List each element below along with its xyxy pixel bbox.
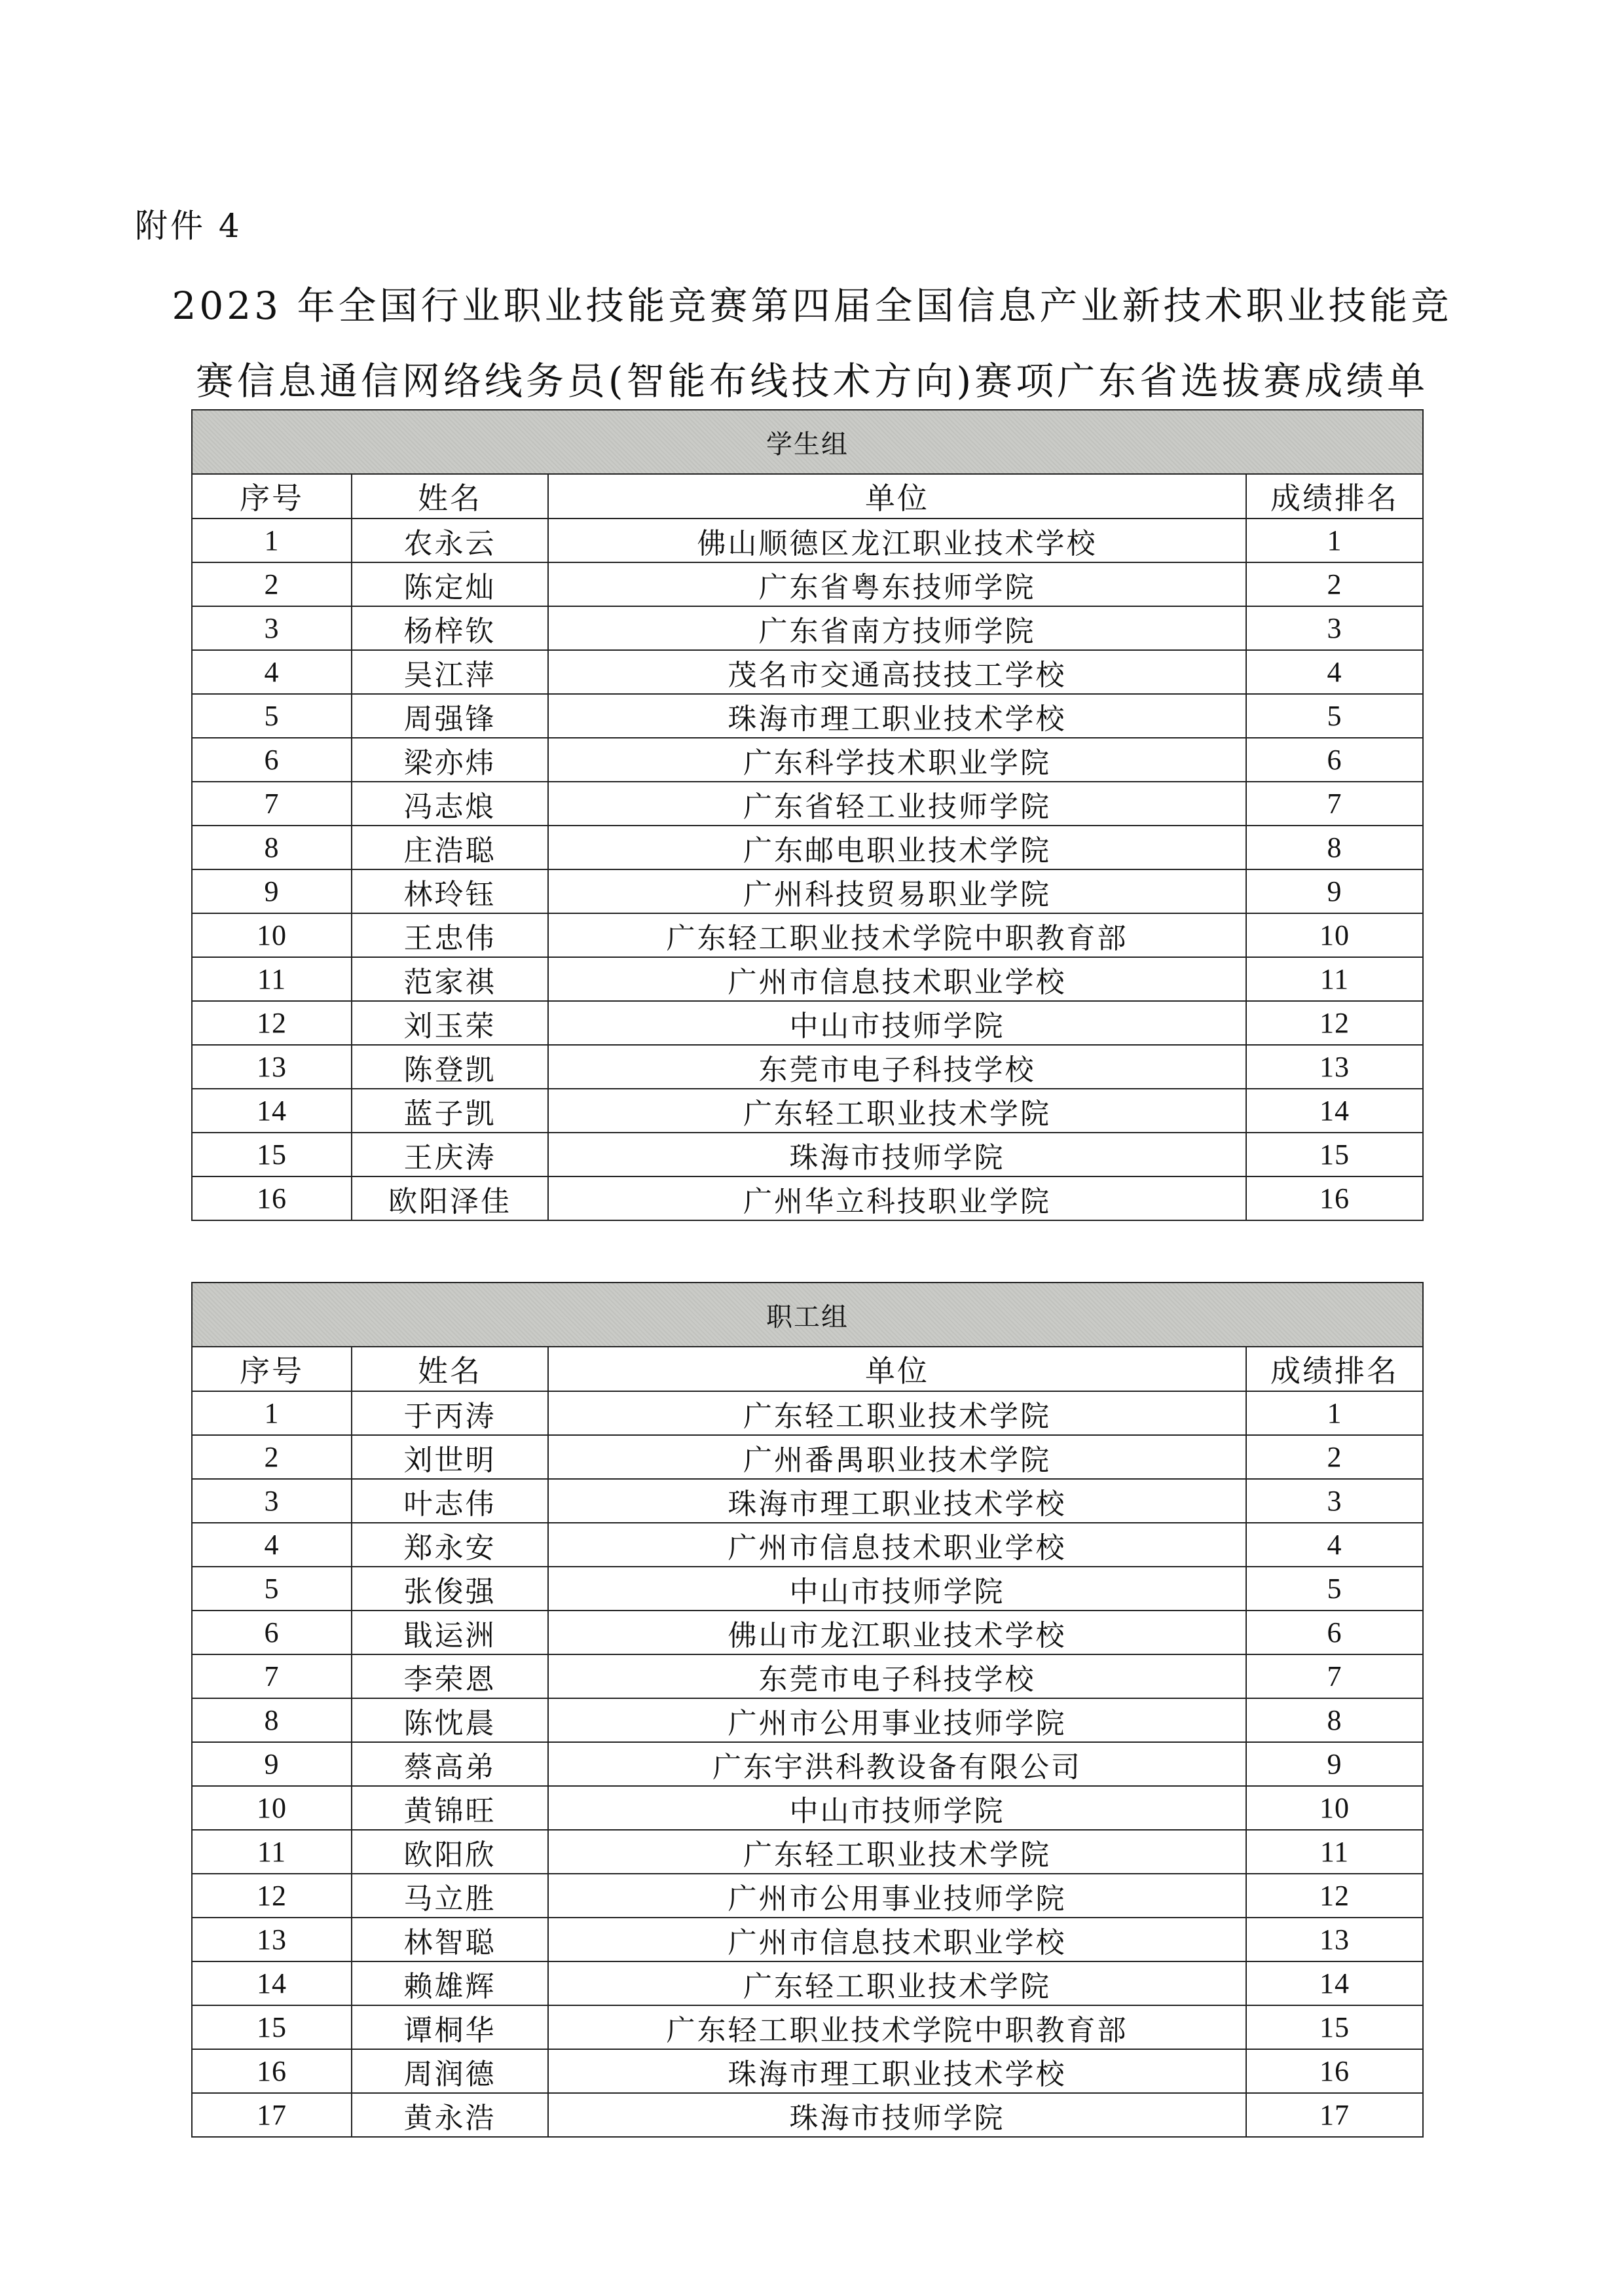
cell-rank: 12	[1246, 1874, 1423, 1918]
cell-index: 14	[192, 1961, 352, 2005]
cell-rank: 5	[1246, 1567, 1423, 1611]
cell-index: 3	[192, 1479, 352, 1523]
cell-rank: 8	[1246, 1698, 1423, 1742]
cell-rank: 10	[1246, 913, 1423, 957]
table-row	[192, 1874, 1423, 1918]
cell-index: 5	[192, 694, 352, 738]
table-row	[192, 913, 1423, 957]
header-index: 序号	[192, 474, 352, 519]
cell-name: 吴江萍	[352, 650, 548, 694]
header-unit: 单位	[548, 474, 1246, 519]
table-row	[192, 1567, 1423, 1611]
cell-index: 2	[192, 1435, 352, 1479]
header-unit: 单位	[548, 1347, 1246, 1391]
cell-unit: 广东轻工职业技术学院中职教育部	[548, 913, 1246, 957]
table-row	[192, 1961, 1423, 2005]
cell-unit: 珠海市技师学院	[548, 2093, 1246, 2137]
header-name: 姓名	[352, 1347, 548, 1391]
cell-rank: 1	[1246, 1391, 1423, 1435]
cell-rank: 4	[1246, 1523, 1423, 1567]
cell-name: 范家祺	[352, 957, 548, 1001]
cell-unit: 佛山顺德区龙江职业技术学校	[548, 519, 1246, 562]
table-row	[192, 957, 1423, 1001]
cell-rank: 14	[1246, 1089, 1423, 1133]
table-row	[192, 2005, 1423, 2049]
table-row	[192, 1479, 1423, 1523]
cell-name: 陈忱晨	[352, 1698, 548, 1742]
table-row	[192, 562, 1423, 606]
cell-unit: 广州市信息技术职业学校	[548, 1523, 1246, 1567]
table-row	[192, 1089, 1423, 1133]
cell-unit: 广东省轻工业技师学院	[548, 782, 1246, 826]
cell-rank: 14	[1246, 1961, 1423, 2005]
cell-rank: 4	[1246, 650, 1423, 694]
cell-name: 张俊强	[352, 1567, 548, 1611]
cell-index: 10	[192, 1786, 352, 1830]
cell-unit: 广州市信息技术职业学校	[548, 1918, 1246, 1961]
cell-rank: 2	[1246, 1435, 1423, 1479]
document-title-line-2: 赛信息通信网络线务员(智能布线技术方向)赛项广东省选拔赛成绩单	[195, 359, 1429, 403]
cell-rank: 11	[1246, 1830, 1423, 1874]
cell-index: 11	[192, 1830, 352, 1874]
cell-unit: 茂名市交通高技技工学校	[548, 650, 1246, 694]
header-rank: 成绩排名	[1246, 474, 1423, 519]
table-row	[192, 1611, 1423, 1654]
cell-unit: 广州市公用事业技师学院	[548, 1874, 1246, 1918]
cell-name: 马立胜	[352, 1874, 548, 1918]
cell-unit: 广东邮电职业技术学院	[548, 826, 1246, 869]
cell-name: 黄永浩	[352, 2093, 548, 2137]
cell-unit: 广东轻工职业技术学院	[548, 1961, 1246, 2005]
cell-rank: 1	[1246, 519, 1423, 562]
cell-index: 6	[192, 1611, 352, 1654]
cell-index: 16	[192, 1176, 352, 1220]
cell-rank: 6	[1246, 738, 1423, 782]
cell-rank: 8	[1246, 826, 1423, 869]
table-row	[192, 1045, 1423, 1089]
cell-rank: 13	[1246, 1045, 1423, 1089]
cell-unit: 广东轻工职业技术学院中职教育部	[548, 2005, 1246, 2049]
cell-unit: 中山市技师学院	[548, 1786, 1246, 1830]
table-row	[192, 1133, 1423, 1176]
cell-index: 8	[192, 826, 352, 869]
staff-results-table	[191, 1282, 1424, 2138]
cell-rank: 2	[1246, 562, 1423, 606]
cell-name: 王忠伟	[352, 913, 548, 957]
table-row	[192, 650, 1423, 694]
cell-unit: 广东轻工职业技术学院	[548, 1089, 1246, 1133]
cell-index: 3	[192, 606, 352, 650]
cell-index: 4	[192, 1523, 352, 1567]
group-title: 学生组	[192, 410, 1423, 474]
cell-rank: 15	[1246, 1133, 1423, 1176]
cell-index: 7	[192, 1654, 352, 1698]
cell-index: 8	[192, 1698, 352, 1742]
cell-index: 11	[192, 957, 352, 1001]
cell-name: 赖雄辉	[352, 1961, 548, 2005]
cell-rank: 9	[1246, 869, 1423, 913]
cell-rank: 12	[1246, 1001, 1423, 1045]
cell-unit: 珠海市理工职业技术学校	[548, 1479, 1246, 1523]
table-row	[192, 1523, 1423, 1567]
cell-rank: 6	[1246, 1611, 1423, 1654]
cell-unit: 广东省南方技师学院	[548, 606, 1246, 650]
cell-rank: 9	[1246, 1742, 1423, 1786]
header-name: 姓名	[352, 474, 548, 519]
cell-rank: 15	[1246, 2005, 1423, 2049]
table-row	[192, 519, 1423, 562]
cell-name: 郑永安	[352, 1523, 548, 1567]
table-row	[192, 2049, 1423, 2093]
table-row	[192, 782, 1423, 826]
header-rank: 成绩排名	[1246, 1347, 1423, 1391]
table-row	[192, 1918, 1423, 1961]
cell-name: 叶志伟	[352, 1479, 548, 1523]
cell-unit: 广东省粤东技师学院	[548, 562, 1246, 606]
cell-name: 林智聪	[352, 1918, 548, 1961]
cell-unit: 东莞市电子科技学校	[548, 1654, 1246, 1698]
table-body	[192, 1391, 1423, 2137]
table-row	[192, 826, 1423, 869]
cell-index: 9	[192, 1742, 352, 1786]
cell-unit: 广东轻工职业技术学院	[548, 1391, 1246, 1435]
cell-unit: 中山市技师学院	[548, 1567, 1246, 1611]
cell-index: 10	[192, 913, 352, 957]
cell-index: 1	[192, 1391, 352, 1435]
cell-unit: 佛山市龙江职业技术学校	[548, 1611, 1246, 1654]
cell-rank: 11	[1246, 957, 1423, 1001]
table-row	[192, 2093, 1423, 2137]
cell-name: 王庆涛	[352, 1133, 548, 1176]
cell-index: 17	[192, 2093, 352, 2137]
cell-index: 16	[192, 2049, 352, 2093]
cell-name: 林玲钰	[352, 869, 548, 913]
cell-index: 5	[192, 1567, 352, 1611]
table-row	[192, 1391, 1423, 1435]
cell-index: 6	[192, 738, 352, 782]
table-body	[192, 519, 1423, 1220]
cell-index: 14	[192, 1089, 352, 1133]
cell-name: 欧阳泽佳	[352, 1176, 548, 1220]
cell-index: 15	[192, 2005, 352, 2049]
cell-index: 1	[192, 519, 352, 562]
cell-name: 周润德	[352, 2049, 548, 2093]
cell-name: 李荣恩	[352, 1654, 548, 1698]
table-row	[192, 606, 1423, 650]
table-row	[192, 1435, 1423, 1479]
table-row	[192, 1830, 1423, 1874]
cell-rank: 5	[1246, 694, 1423, 738]
cell-unit: 广州科技贸易职业学院	[548, 869, 1246, 913]
cell-unit: 广州番禺职业技术学院	[548, 1435, 1246, 1479]
cell-name: 冯志烺	[352, 782, 548, 826]
cell-index: 13	[192, 1045, 352, 1089]
cell-unit: 珠海市理工职业技术学校	[548, 2049, 1246, 2093]
cell-rank: 7	[1246, 1654, 1423, 1698]
cell-index: 12	[192, 1001, 352, 1045]
cell-rank: 17	[1246, 2093, 1423, 2137]
cell-unit: 广州市信息技术职业学校	[548, 957, 1246, 1001]
cell-rank: 10	[1246, 1786, 1423, 1830]
cell-name: 蔡高弟	[352, 1742, 548, 1786]
document-title-line-1: 2023 年全国行业职业技能竞赛第四届全国信息产业新技术职业技能竞	[172, 283, 1452, 328]
cell-rank: 3	[1246, 1479, 1423, 1523]
cell-name: 戢运洲	[352, 1611, 548, 1654]
cell-unit: 珠海市技师学院	[548, 1133, 1246, 1176]
cell-rank: 13	[1246, 1918, 1423, 1961]
attachment-label: 附件 4	[135, 207, 242, 245]
cell-name: 周强锋	[352, 694, 548, 738]
cell-name: 陈定灿	[352, 562, 548, 606]
header-index: 序号	[192, 1347, 352, 1391]
cell-index: 4	[192, 650, 352, 694]
cell-index: 9	[192, 869, 352, 913]
cell-rank: 16	[1246, 1176, 1423, 1220]
cell-name: 刘玉荣	[352, 1001, 548, 1045]
cell-index: 12	[192, 1874, 352, 1918]
cell-name: 谭桐华	[352, 2005, 548, 2049]
cell-rank: 3	[1246, 606, 1423, 650]
table-row	[192, 1654, 1423, 1698]
cell-index: 15	[192, 1133, 352, 1176]
cell-unit: 东莞市电子科技学校	[548, 1045, 1246, 1089]
table-row	[192, 1742, 1423, 1786]
cell-name: 蓝子凯	[352, 1089, 548, 1133]
cell-name: 欧阳欣	[352, 1830, 548, 1874]
cell-name: 陈登凯	[352, 1045, 548, 1089]
group-title: 职工组	[192, 1283, 1423, 1347]
cell-rank: 7	[1246, 782, 1423, 826]
cell-name: 杨梓钦	[352, 606, 548, 650]
cell-name: 于丙涛	[352, 1391, 548, 1435]
cell-unit: 中山市技师学院	[548, 1001, 1246, 1045]
cell-unit: 广东轻工职业技术学院	[548, 1830, 1246, 1874]
table-row	[192, 1786, 1423, 1830]
cell-index: 2	[192, 562, 352, 606]
table-row	[192, 869, 1423, 913]
cell-name: 黄锦旺	[352, 1786, 548, 1830]
cell-name: 庄浩聪	[352, 826, 548, 869]
cell-name: 农永云	[352, 519, 548, 562]
student-results-table	[191, 409, 1424, 1221]
cell-name: 刘世明	[352, 1435, 548, 1479]
table-row	[192, 694, 1423, 738]
cell-unit: 广东宇洪科教设备有限公司	[548, 1742, 1246, 1786]
cell-rank: 16	[1246, 2049, 1423, 2093]
cell-index: 13	[192, 1918, 352, 1961]
table-row	[192, 1698, 1423, 1742]
cell-name: 梁亦炜	[352, 738, 548, 782]
cell-index: 7	[192, 782, 352, 826]
cell-unit: 广州华立科技职业学院	[548, 1176, 1246, 1220]
table-row	[192, 738, 1423, 782]
table-row	[192, 1176, 1423, 1220]
table-row	[192, 1001, 1423, 1045]
cell-unit: 珠海市理工职业技术学校	[548, 694, 1246, 738]
cell-unit: 广东科学技术职业学院	[548, 738, 1246, 782]
cell-unit: 广州市公用事业技师学院	[548, 1698, 1246, 1742]
